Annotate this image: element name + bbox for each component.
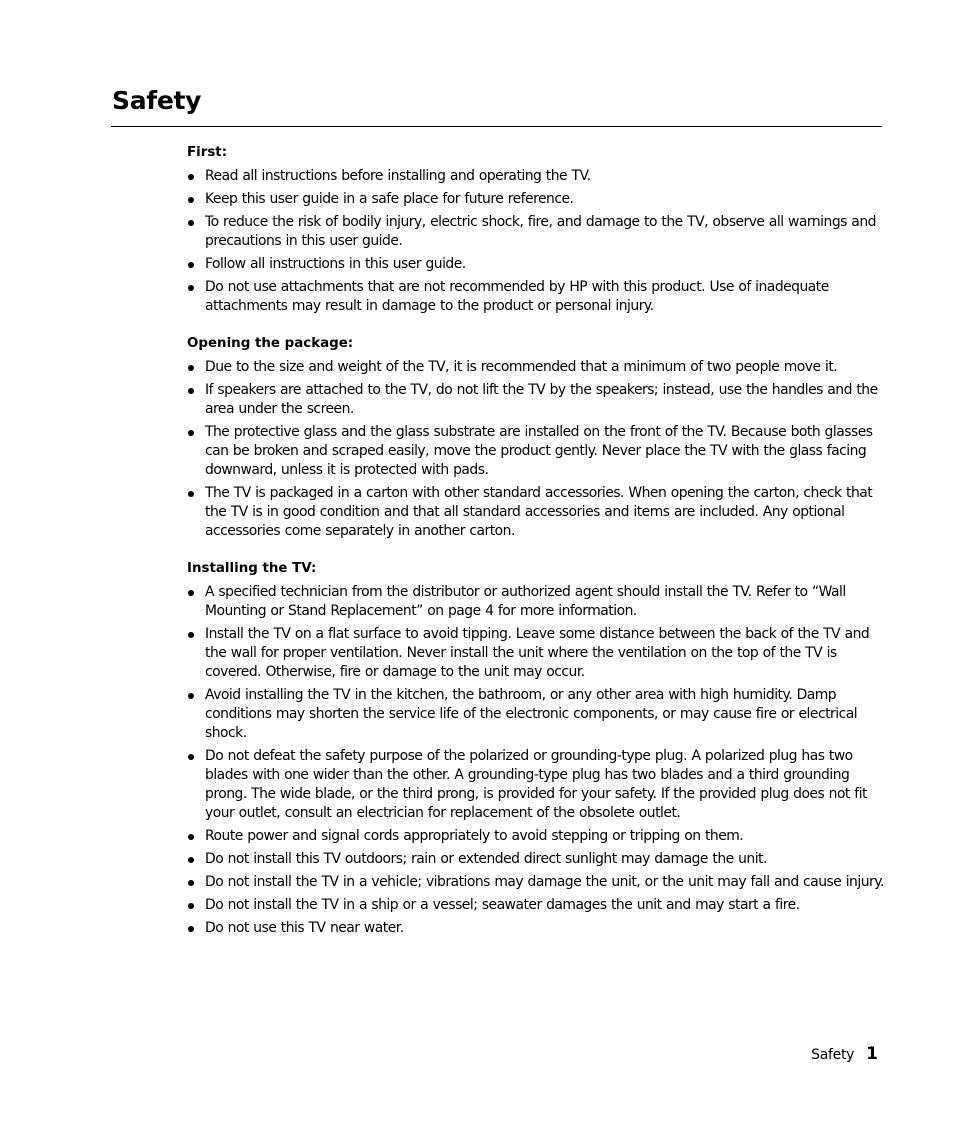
list-item-text: Keep this user guide in a safe place for future reference. [205, 191, 574, 207]
list-item [187, 827, 887, 846]
bullet-icon [188, 693, 194, 699]
list-item [187, 381, 887, 419]
bullet-icon [188, 262, 194, 268]
bullet-icon [188, 365, 194, 371]
section-heading: Installing the TV: [187, 561, 317, 576]
bullet-icon [188, 388, 194, 394]
bullet-icon [188, 285, 194, 291]
list-item-text: Read all instructions before installing and operating the TV. [205, 168, 591, 184]
section-heading: Opening the package: [187, 336, 354, 351]
list-item-text: Avoid installing the TV in the kitchen, the bathroom, or any other area with high humidity. Damp conditions may shorten the service life of the electronic components, or may cause fire or electrical shock. [205, 687, 858, 741]
bullet-list [187, 167, 887, 316]
bullet-icon [188, 880, 194, 886]
list-item-text: To reduce the risk of bodily injury, electric shock, fire, and damage to the TV, observe all warnings and precautions in this user guide. [205, 214, 876, 249]
section-installing-tv [187, 559, 887, 938]
bullet-icon [188, 903, 194, 909]
page-number: 1 [866, 1044, 878, 1064]
list-item [187, 213, 887, 251]
bullet-icon [188, 430, 194, 436]
list-item [187, 583, 887, 621]
bullet-icon [188, 197, 194, 203]
bullet-icon [188, 220, 194, 226]
bullet-icon [188, 491, 194, 497]
list-item [187, 190, 887, 209]
list-item-text: Do not install this TV outdoors; rain or extended direct sunlight may damage the unit. [205, 851, 767, 867]
list-item [187, 873, 887, 892]
list-item [187, 358, 887, 377]
list-item-text: Do not use attachments that are not recommended by HP with this product. Use of inadequate attachments may result in damage to the product or personal injury. [205, 279, 829, 314]
list-item-text: Do not defeat the safety purpose of the polarized or grounding-type plug. A polarized plug has two blades with one wider than the other. A grounding-type plug has two blades and a third grounding prong. The wide blade, or the third prong, is provided for your safety. If the provided plug does not fit your outlet, consult an electrician for replacement of the obsolete outlet. [205, 748, 867, 821]
bullet-icon [188, 926, 194, 932]
bullet-icon [188, 632, 194, 638]
list-item-text: Due to the size and weight of the TV, it is recommended that a minimum of two people move it. [205, 359, 838, 375]
list-item [187, 747, 887, 823]
list-item [187, 919, 887, 938]
list-item [187, 625, 887, 682]
list-item [187, 686, 887, 743]
bullet-list [187, 358, 887, 541]
bullet-icon [188, 590, 194, 596]
safety-content [187, 143, 887, 956]
list-item [187, 255, 887, 274]
section-heading: First: [187, 145, 228, 160]
title-divider [111, 126, 882, 127]
list-item-text: The TV is packaged in a carton with other standard accessories. When opening the carton, check that the TV is in good condition and that all standard accessories and items are included. Any optional accessories come separately in another carton. [205, 485, 873, 539]
list-item [187, 850, 887, 869]
bullet-icon [188, 857, 194, 863]
footer-section-label: Safety [811, 1047, 855, 1063]
list-item [187, 423, 887, 480]
list-item-text: If speakers are attached to the TV, do not lift the TV by the speakers; instead, use the handles and the area under the screen. [205, 382, 878, 417]
list-item [187, 896, 887, 915]
list-item [187, 278, 887, 316]
bullet-icon [188, 834, 194, 840]
list-item-text: Do not use this TV near water. [205, 920, 404, 936]
list-item [187, 167, 887, 186]
page-title: Safety [112, 86, 202, 115]
list-item [187, 484, 887, 541]
page-footer [811, 1044, 878, 1065]
list-item-text: Do not install the TV in a ship or a vessel; seawater damages the unit and may start a fire. [205, 897, 800, 913]
list-item-text: The protective glass and the glass substrate are installed on the front of the TV. Because both glasses can be broken and scraped easily, move the product gently. Never place the TV with the glass facing downward, unless it is protected with pads. [205, 424, 873, 478]
section-opening-package [187, 334, 887, 541]
bullet-icon [188, 174, 194, 180]
section-first [187, 143, 887, 316]
list-item-text: A specified technician from the distributor or authorized agent should install the TV. Refer to “Wall Mounting or Stand Replacement” on page 4 for more information. [205, 584, 846, 619]
bullet-icon [188, 754, 194, 760]
list-item-text: Follow all instructions in this user guide. [205, 256, 466, 272]
list-item-text: Route power and signal cords appropriately to avoid stepping or tripping on them. [205, 828, 744, 844]
list-item-text: Install the TV on a flat surface to avoid tipping. Leave some distance between the back of the TV and the wall for proper ventilation. Never install the unit where the ventilation on the top of the TV is covered. Otherwise, fire or damage to the unit may occur. [205, 626, 870, 680]
list-item-text: Do not install the TV in a vehicle; vibrations may damage the unit, or the unit may fall and cause injury. [205, 874, 884, 890]
bullet-list [187, 583, 887, 938]
